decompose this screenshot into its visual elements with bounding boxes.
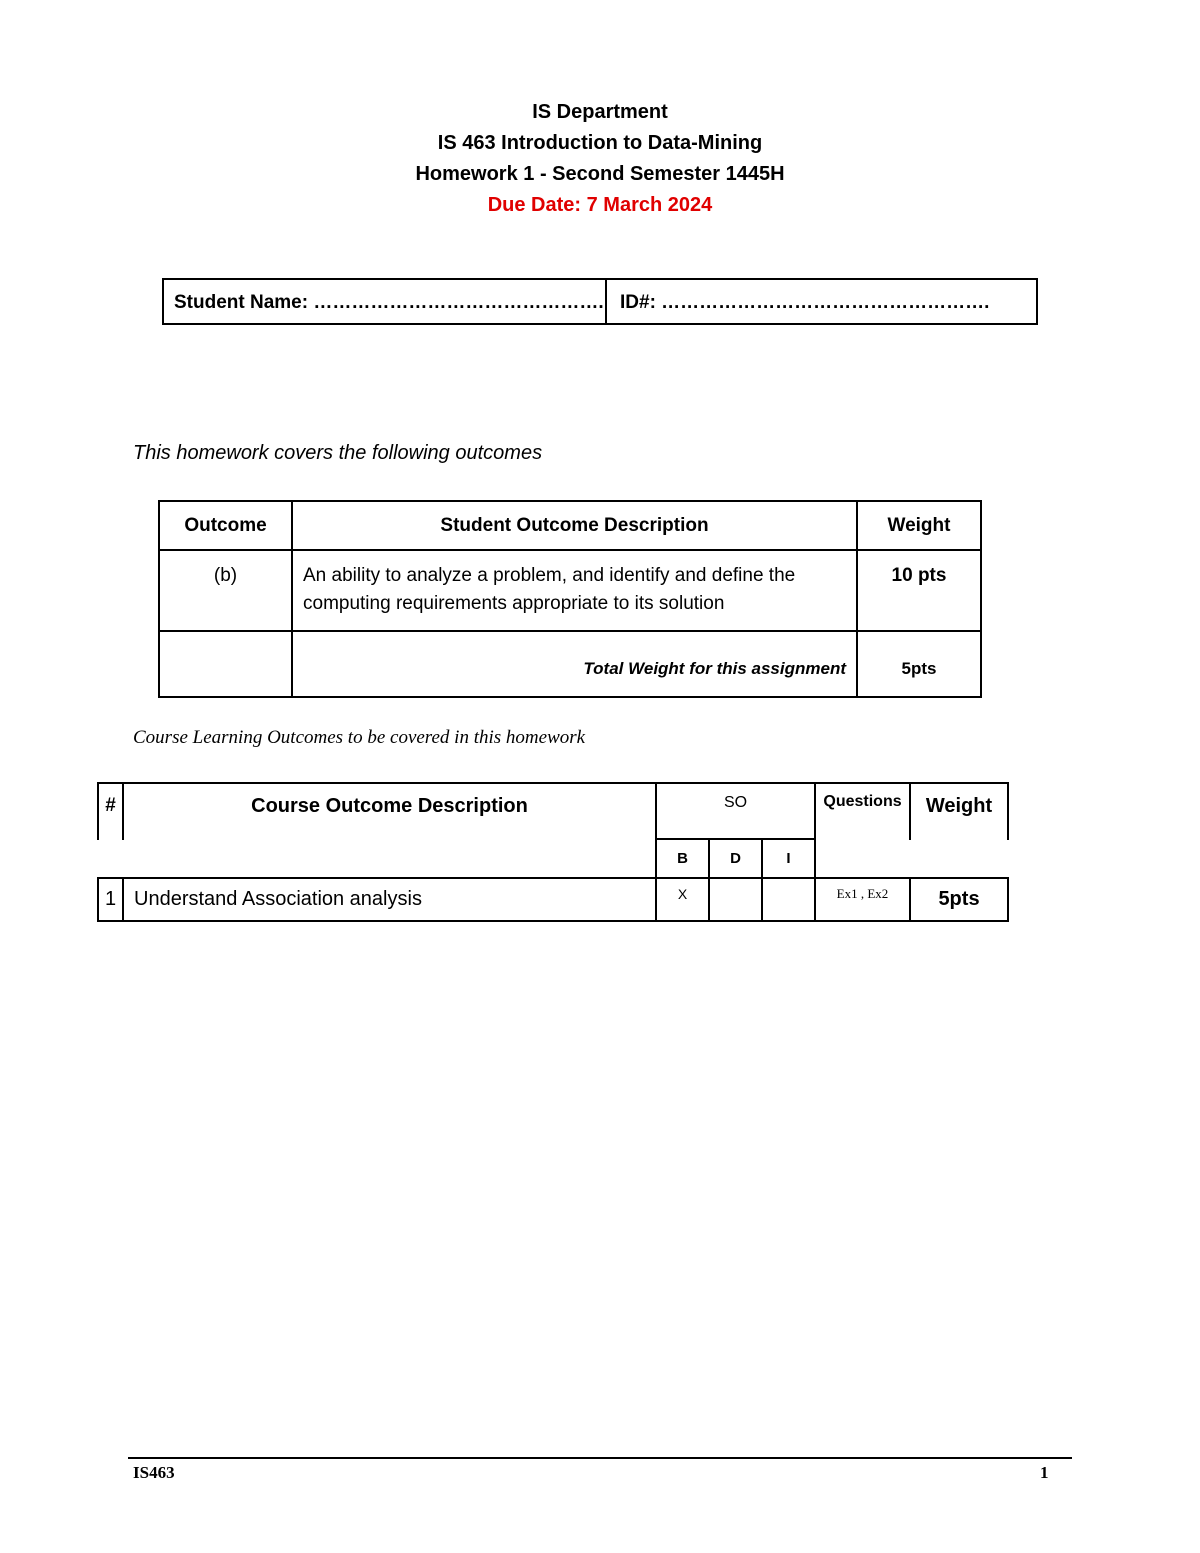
- outcome-weight: 10 pts: [891, 565, 947, 586]
- clo-row-num: 1: [104, 888, 117, 910]
- due-date: Due Date: 7 March 2024: [487, 194, 713, 216]
- department-title: IS Department: [532, 101, 668, 123]
- clo-header-so-i: I: [786, 850, 791, 867]
- table-border: [97, 877, 1009, 879]
- table-border: [158, 500, 982, 502]
- table-border: [158, 696, 982, 698]
- course-title: IS 463 Introduction to Data-Mining: [437, 132, 763, 154]
- clo-header-so-d: D: [730, 850, 741, 867]
- student-id-field[interactable]: ID#: …………………………………………….: [620, 292, 990, 313]
- footer-course-code: IS463: [133, 1463, 175, 1482]
- table-border: [97, 920, 1009, 922]
- student-name-field[interactable]: Student Name: ……………………………………….: [174, 292, 604, 313]
- total-weight-label: Total Weight for this assignment: [583, 659, 846, 678]
- student-info-box: [162, 278, 1038, 325]
- clo-row-so-b: X: [677, 886, 688, 902]
- outcome-description-line2: computing requirements appropriate to its solution: [303, 593, 725, 614]
- homework-title: Homework 1 - Second Semester 1445H: [415, 163, 785, 185]
- clo-header-questions: Questions: [823, 793, 902, 810]
- table-border: [1007, 877, 1009, 922]
- clo-row-questions: Ex1 , Ex2: [836, 886, 889, 901]
- student-box-divider: [605, 280, 607, 323]
- page-number: 1: [1040, 1463, 1049, 1482]
- table-border: [97, 782, 1009, 784]
- header-weight: Weight: [887, 515, 951, 536]
- total-weight-value: 5pts: [901, 659, 937, 678]
- clo-header-so-b: B: [677, 850, 688, 867]
- outcomes-intro: This homework covers the following outcomes: [133, 442, 543, 464]
- table-border: [980, 500, 982, 698]
- outcome-description-line1: An ability to analyze a problem, and identify and define the: [303, 565, 796, 586]
- table-border: [122, 877, 124, 922]
- clo-header-so: SO: [723, 794, 748, 811]
- clo-row-weight: 5pts: [938, 888, 980, 910]
- table-border: [158, 549, 982, 551]
- clo-header-num: #: [105, 795, 116, 816]
- header-outcome: Outcome: [184, 515, 267, 536]
- table-border: [656, 838, 816, 840]
- table-border: [1007, 782, 1009, 840]
- footer-rule: [128, 1457, 1072, 1459]
- clo-intro: Course Learning Outcomes to be covered in this homework: [133, 727, 586, 748]
- header-description: Student Outcome Description: [440, 515, 709, 536]
- table-border: [158, 630, 982, 632]
- clo-row-description: Understand Association analysis: [134, 888, 422, 910]
- outcome-code: (b): [213, 565, 238, 586]
- clo-header-weight: Weight: [925, 795, 993, 817]
- clo-header-description: Course Outcome Description: [251, 795, 528, 817]
